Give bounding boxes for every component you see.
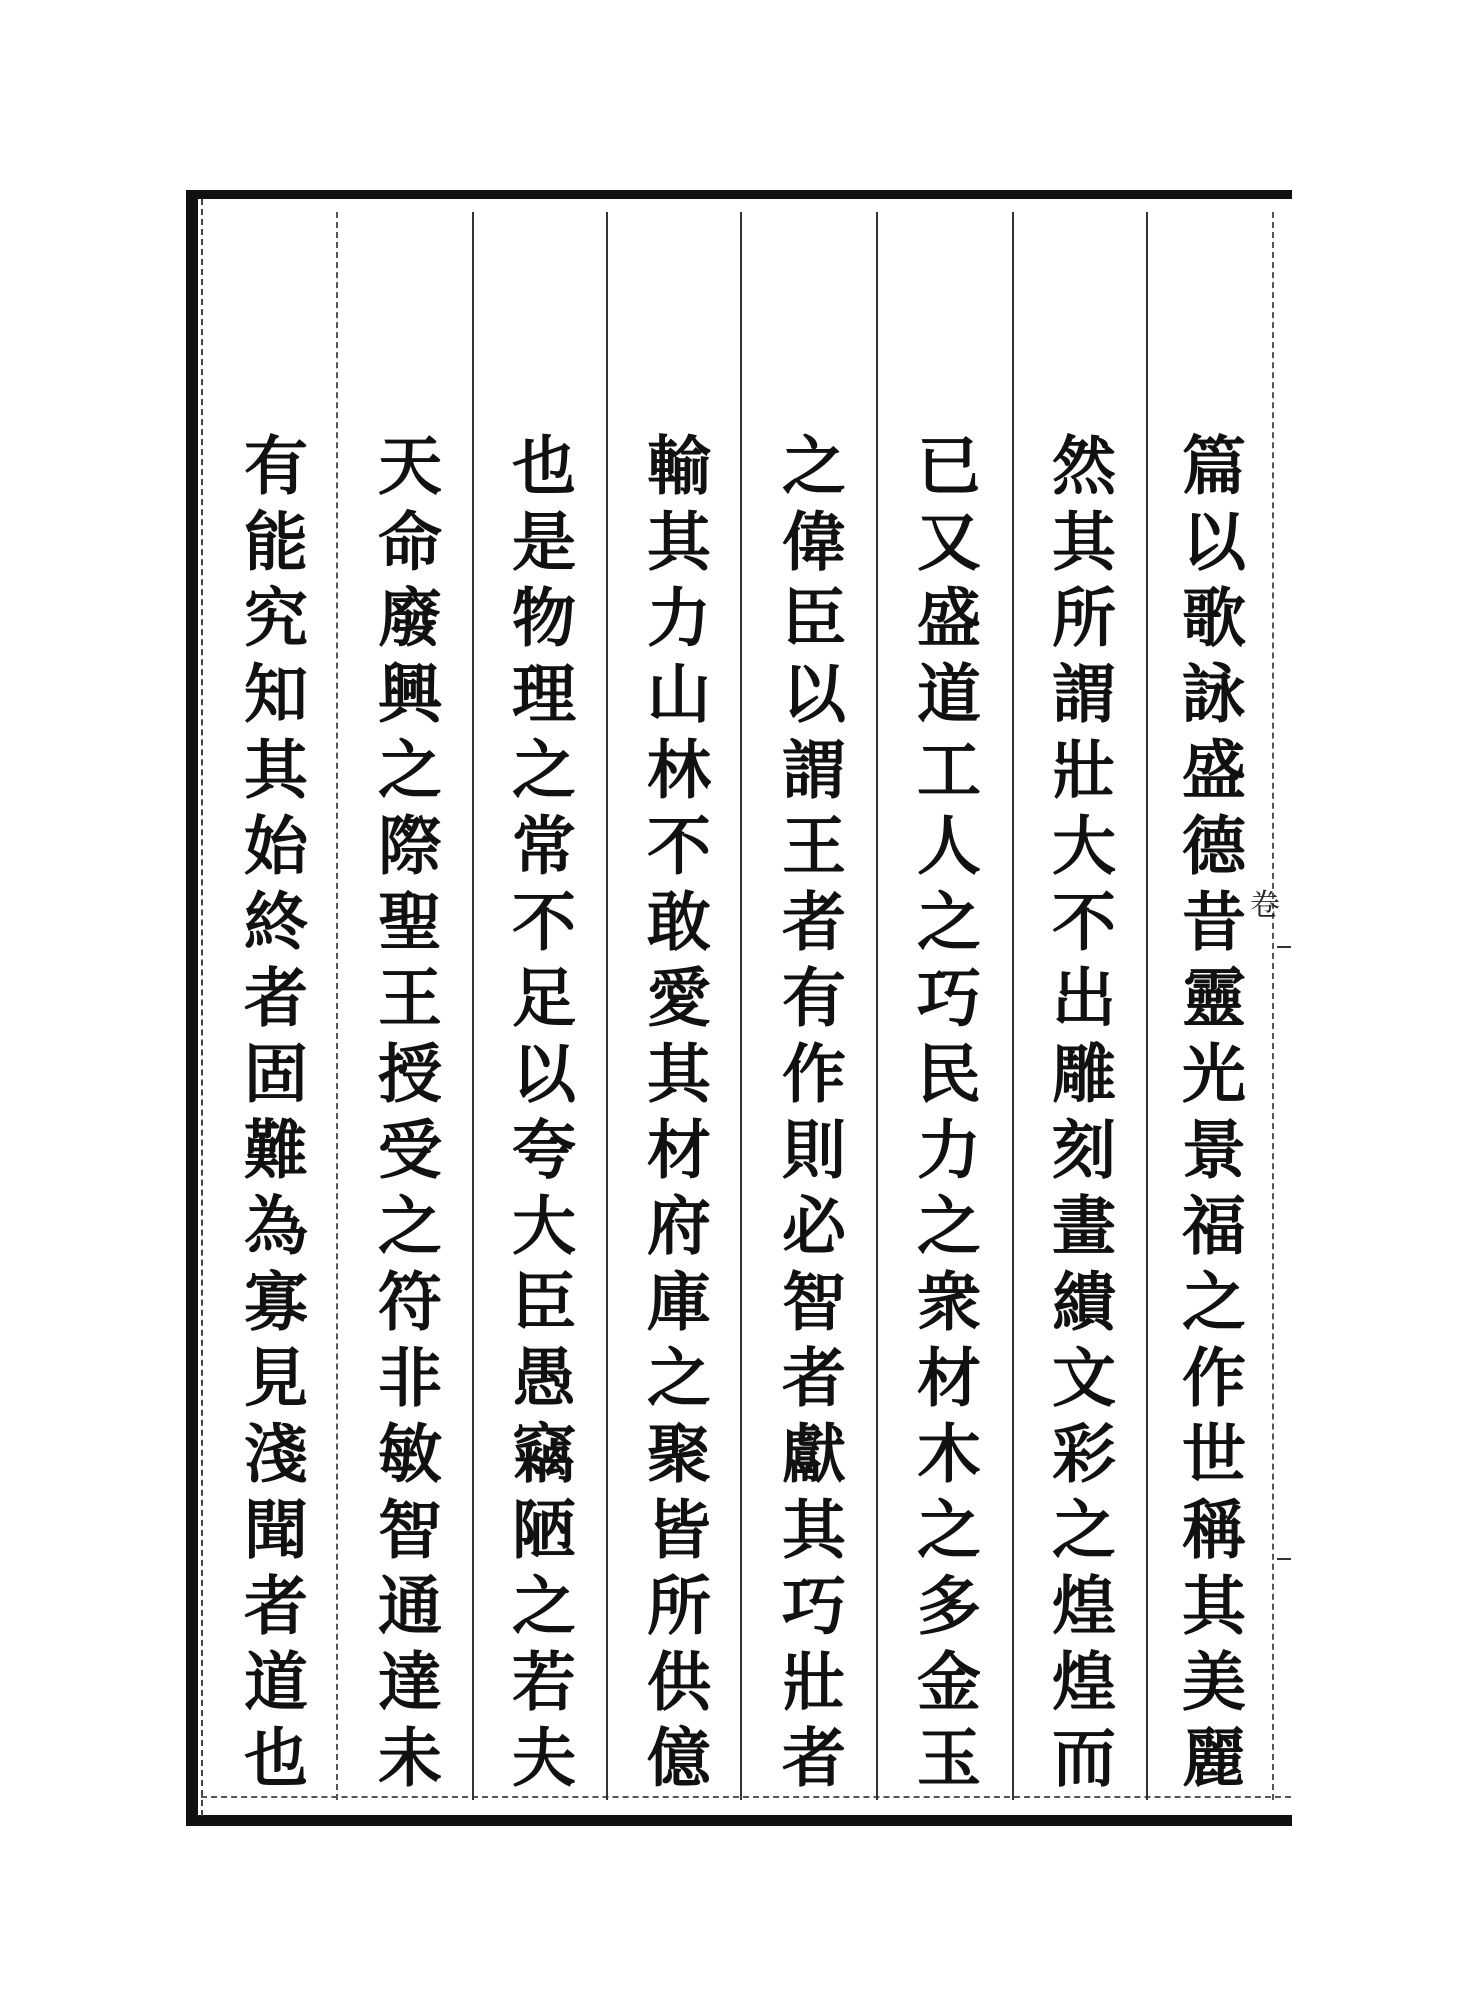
inner-border-left bbox=[201, 199, 205, 1816]
column-text: 天命廢興之際聖王授受之符非敏智通達未 bbox=[367, 432, 442, 1800]
margin-tick bbox=[1277, 946, 1291, 948]
column-rule bbox=[1272, 212, 1274, 1800]
column-rule bbox=[876, 212, 878, 1800]
text-column bbox=[222, 432, 318, 1812]
text-column bbox=[1030, 432, 1126, 1812]
text-column bbox=[490, 432, 586, 1812]
text-column bbox=[625, 432, 721, 1812]
text-column bbox=[895, 432, 991, 1812]
column-text: 已又盛道工人之巧民力之衆材木之多金玉 bbox=[906, 432, 981, 1800]
column-rule bbox=[606, 212, 608, 1800]
column-rule bbox=[1146, 212, 1148, 1800]
column-rule bbox=[740, 212, 742, 1800]
column-rule bbox=[336, 212, 338, 1800]
text-column bbox=[1160, 432, 1256, 1812]
page-border bbox=[186, 190, 1292, 1826]
margin-tick bbox=[1277, 1558, 1291, 1560]
fore-edge-mark: 卷 bbox=[1250, 888, 1280, 923]
column-text: 然其所謂壯大不出雕刻畫繢文彩之煌煌而 bbox=[1041, 432, 1116, 1800]
column-text: 有能究知其始終者固難為寡見淺聞者道也 bbox=[233, 432, 308, 1800]
column-rule bbox=[472, 212, 474, 1800]
column-text: 輸其力山林不敢愛其材府庫之聚皆所供億 bbox=[636, 432, 711, 1800]
text-column bbox=[760, 432, 856, 1812]
column-text: 之偉臣以謂王者有作則必智者獻其巧壯者 bbox=[771, 432, 846, 1800]
column-text: 也是物理之常不足以夸大臣愚竊陋之若夫 bbox=[501, 432, 576, 1800]
column-text: 篇以歌詠盛德昔靈光景福之作世稱其美麗 bbox=[1171, 432, 1246, 1800]
column-rule bbox=[1012, 212, 1014, 1800]
text-column bbox=[356, 432, 452, 1812]
